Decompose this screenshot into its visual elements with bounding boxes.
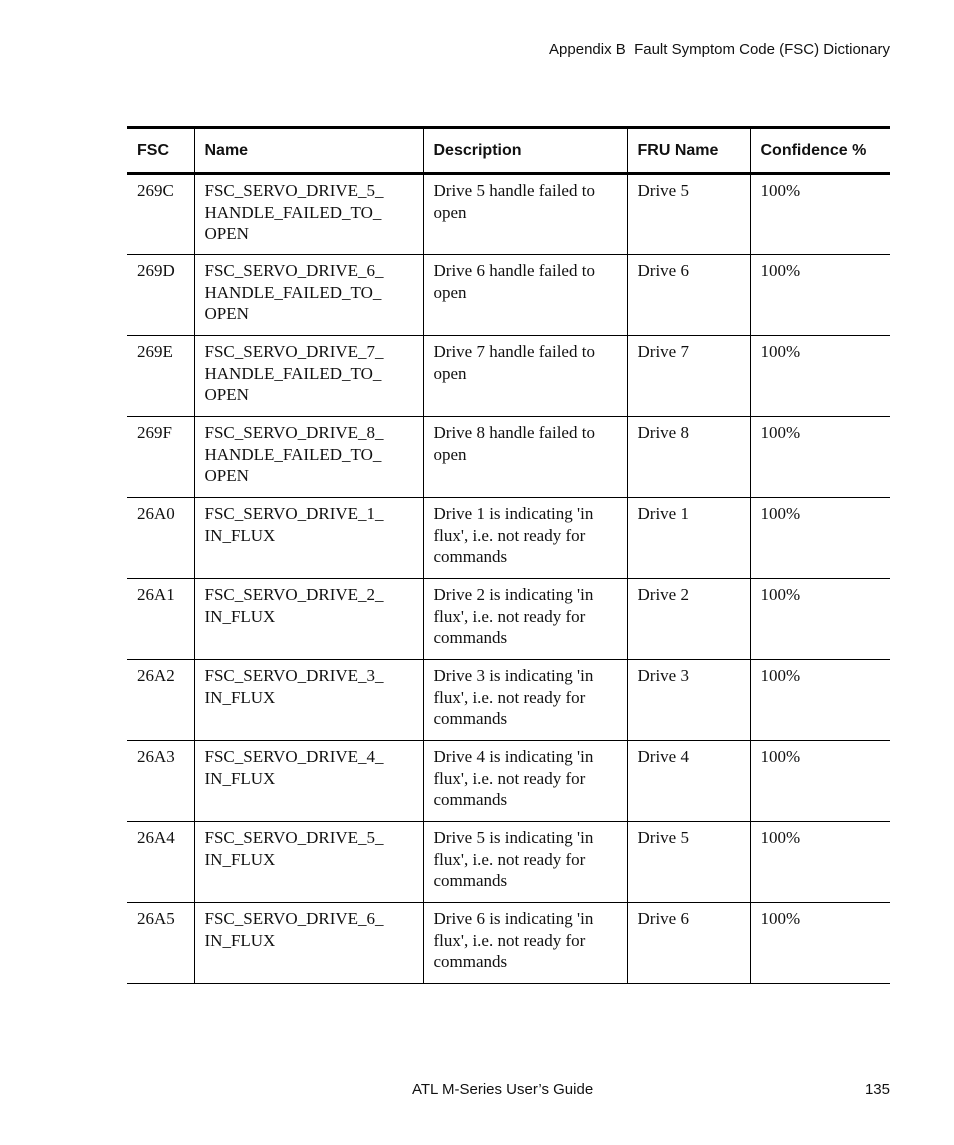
fsc-cell: 26A0 [127, 498, 194, 579]
fru-name-cell: Drive 6 [627, 903, 750, 984]
fsc-cell: 26A3 [127, 741, 194, 822]
table-row [127, 417, 890, 498]
running-header: Appendix B Fault Symptom Code (FSC) Dictionary [549, 41, 890, 58]
confidence-cell: 100% [750, 579, 890, 660]
page-number: 135 [864, 1081, 890, 1098]
fru-name-cell: Drive 1 [627, 498, 750, 579]
fsc-cell: 26A1 [127, 579, 194, 660]
table-header-row [127, 128, 890, 174]
fsc-cell: 269C [127, 174, 194, 255]
column-header-confidence: Confidence % [750, 128, 890, 174]
table-row [127, 822, 890, 903]
name-cell: FSC_SERVO_DRIVE_6_ IN_FLUX [194, 903, 423, 984]
table-row [127, 903, 890, 984]
fsc-cell: 26A5 [127, 903, 194, 984]
description-cell: Drive 1 is indicating 'in flux', i.e. not ready for commands [423, 498, 627, 579]
confidence-cell: 100% [750, 660, 890, 741]
table-row [127, 498, 890, 579]
column-header-name: Name [194, 128, 423, 174]
name-cell: FSC_SERVO_DRIVE_4_ IN_FLUX [194, 741, 423, 822]
description-cell: Drive 2 is indicating 'in flux', i.e. not ready for commands [423, 579, 627, 660]
name-cell: FSC_SERVO_DRIVE_2_ IN_FLUX [194, 579, 423, 660]
fru-name-cell: Drive 5 [627, 822, 750, 903]
table-row [127, 255, 890, 336]
description-cell: Drive 4 is indicating 'in flux', i.e. not ready for commands [423, 741, 627, 822]
confidence-cell: 100% [750, 417, 890, 498]
confidence-cell: 100% [750, 255, 890, 336]
name-cell: FSC_SERVO_DRIVE_1_ IN_FLUX [194, 498, 423, 579]
fru-name-cell: Drive 3 [627, 660, 750, 741]
table-row [127, 741, 890, 822]
description-cell: Drive 6 is indicating 'in flux', i.e. not ready for commands [423, 903, 627, 984]
confidence-cell: 100% [750, 903, 890, 984]
confidence-cell: 100% [750, 174, 890, 255]
fru-name-cell: Drive 4 [627, 741, 750, 822]
description-cell: Drive 8 handle failed to open [423, 417, 627, 498]
fsc-cell: 26A4 [127, 822, 194, 903]
description-cell: Drive 5 is indicating 'in flux', i.e. not ready for commands [423, 822, 627, 903]
fru-name-cell: Drive 6 [627, 255, 750, 336]
confidence-cell: 100% [750, 336, 890, 417]
fsc-cell: 26A2 [127, 660, 194, 741]
name-cell: FSC_SERVO_DRIVE_6_ HANDLE_FAILED_TO_ OPEN [194, 255, 423, 336]
fsc-cell: 269F [127, 417, 194, 498]
fru-name-cell: Drive 8 [627, 417, 750, 498]
description-cell: Drive 7 handle failed to open [423, 336, 627, 417]
confidence-cell: 100% [750, 498, 890, 579]
name-cell: FSC_SERVO_DRIVE_5_ HANDLE_FAILED_TO_ OPEN [194, 174, 423, 255]
column-header-fsc: FSC [127, 128, 194, 174]
fru-name-cell: Drive 7 [627, 336, 750, 417]
table-row [127, 579, 890, 660]
fru-name-cell: Drive 5 [627, 174, 750, 255]
fsc-cell: 269D [127, 255, 194, 336]
fsc-table [127, 126, 890, 984]
fsc-cell: 269E [127, 336, 194, 417]
column-header-description: Description [423, 128, 627, 174]
table-row [127, 660, 890, 741]
description-cell: Drive 3 is indicating 'in flux', i.e. not ready for commands [423, 660, 627, 741]
table-row [127, 336, 890, 417]
name-cell: FSC_SERVO_DRIVE_7_ HANDLE_FAILED_TO_ OPEN [194, 336, 423, 417]
table-row [127, 174, 890, 255]
confidence-cell: 100% [750, 822, 890, 903]
description-cell: Drive 5 handle failed to open [423, 174, 627, 255]
column-header-fru-name: FRU Name [627, 128, 750, 174]
confidence-cell: 100% [750, 741, 890, 822]
name-cell: FSC_SERVO_DRIVE_3_ IN_FLUX [194, 660, 423, 741]
name-cell: FSC_SERVO_DRIVE_5_ IN_FLUX [194, 822, 423, 903]
fru-name-cell: Drive 2 [627, 579, 750, 660]
description-cell: Drive 6 handle failed to open [423, 255, 627, 336]
footer-title: ATL M-Series User’s Guide [412, 1081, 594, 1098]
name-cell: FSC_SERVO_DRIVE_8_ HANDLE_FAILED_TO_ OPEN [194, 417, 423, 498]
